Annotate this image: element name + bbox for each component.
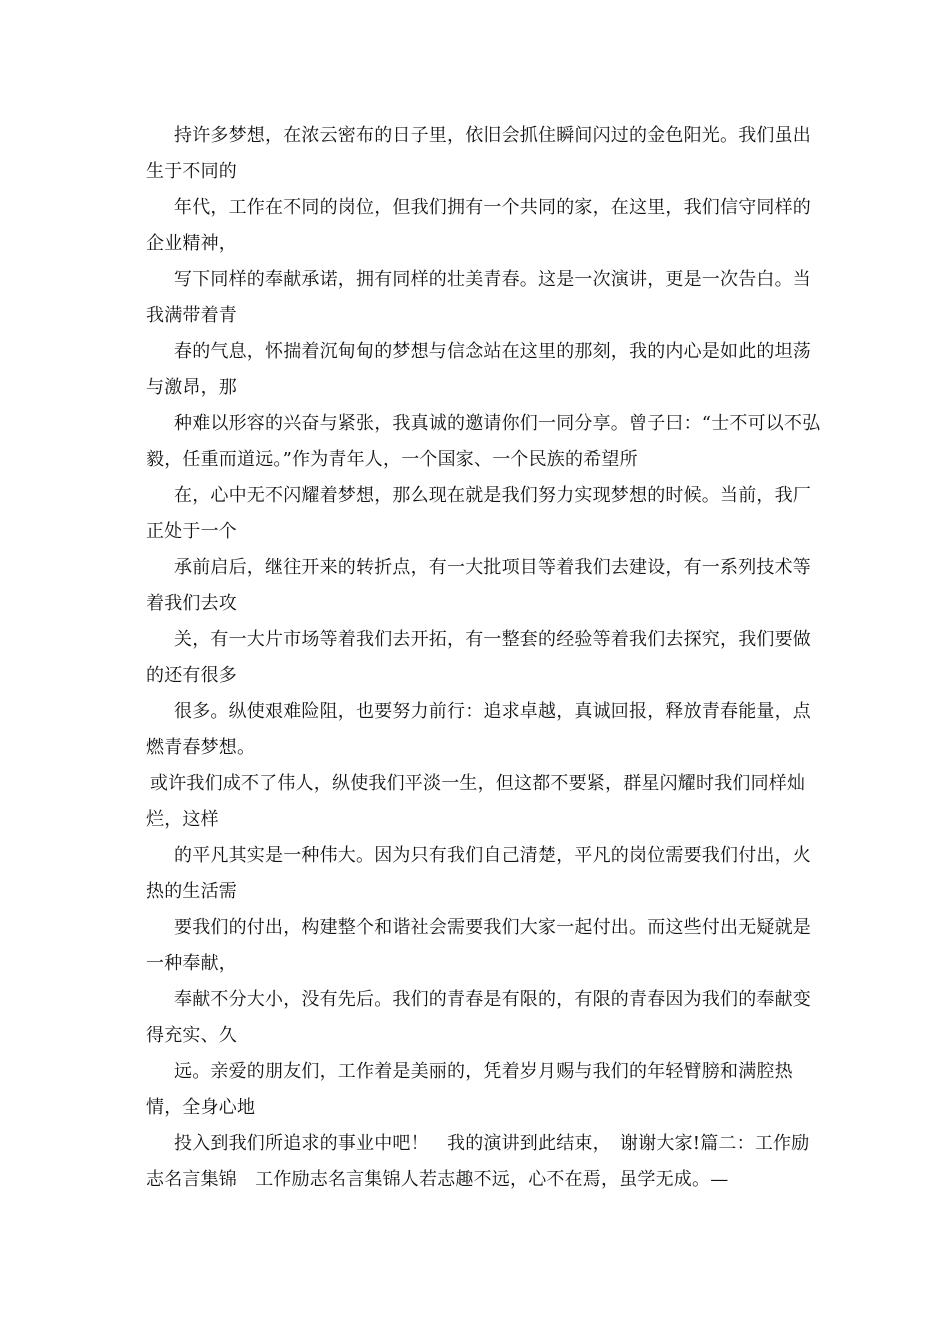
paragraph-15: 投入到我们所追求的事业中吧！ 我的演讲到此结束， 谢谢大家!篇二：工作励志名言集锦 工作励志名言集锦人若志趣不远，心不在焉，虽学无成。—	[146, 1133, 810, 1190]
document-body	[146, 118, 826, 1198]
paragraph-13: 奉献不分大小，没有先后。我们的青春是有限的，有限的青春因为我们的奉献变得充实、久	[146, 989, 811, 1046]
paragraph-9: 很多。纵使艰难险阻，也要努力前行：追求卓越，真诚回报，释放青春能量，点燃青春梦想。	[146, 701, 811, 758]
paragraph-7: 承前启后，继往开来的转折点，有一大批项目等着我们去建设，有一系列技术等着我们去攻	[146, 557, 811, 614]
paragraph-12: 要我们的付出，构建整个和谐社会需要我们大家一起付出。而这些付出无疑就是一种奉献，	[146, 917, 811, 974]
paragraph-11: 的平凡其实是一种伟大。因为只有我们自己清楚，平凡的岗位需要我们付出，火热的生活需	[146, 845, 811, 902]
paragraph-10: 或许我们成不了伟人，纵使我们平淡一生，但这都不要紧，群星闪耀时我们同样灿烂，这样	[146, 773, 806, 830]
paragraph-1: 持许多梦想，在浓云密布的日子里，依旧会抓住瞬间闪过的金色阳光。我们虽出生于不同的	[146, 125, 811, 182]
paragraph-5: 种难以形容的兴奋与紧张，我真诚的邀请你们一同分享。曾子曰：“士不可以不弘毅，任重而道远。”作为青年人，一个国家、一个民族的希望所	[146, 413, 821, 470]
paragraph-3: 写下同样的奉献承诺，拥有同样的壮美青春。这是一次演讲，更是一次告白。当我满带着青	[146, 269, 811, 326]
paragraph-8: 关，有一大片市场等着我们去开拓，有一整套的经验等着我们去探究，我们要做的还有很多	[146, 629, 811, 686]
paragraph-14: 远。亲爱的朋友们，工作着是美丽的，凭着岁月赐与我们的年轻臂膀和满腔热情，全身心地	[146, 1061, 793, 1118]
paragraph-4: 春的气息，怀揣着沉甸甸的梦想与信念站在这里的那刻，我的内心是如此的坦荡与激昂，那	[146, 341, 811, 398]
paragraph-6: 在，心中无不闪耀着梦想，那么现在就是我们努力实现梦想的时候。当前，我厂正处于一个	[146, 485, 811, 542]
paragraph-2: 年代，工作在不同的岗位，但我们拥有一个共同的家，在这里，我们信守同样的企业精神，	[146, 197, 811, 254]
